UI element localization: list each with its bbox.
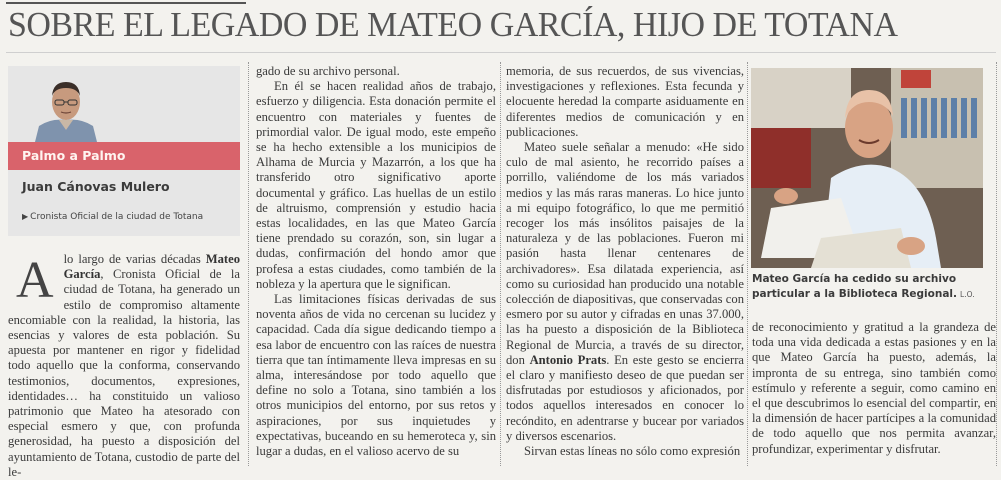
paragraph: Mateo suele señalar a menudo: «He sido culo de mal asiento, he recorrido países a porrillo, valiéndome de los más variados medios y las más raras maneras. Lo hice junto a mi equipo fotográfico, lo que me permitió recoger los más insólitos paisajes de la naturaleza y de las poblaciones. Fueron mi pasión hasta llenar centenares de archivadores». Esa dilatada experiencia, así como su curiosidad han producido una notable colección de diapositivas, que conservadas con esmero por su autor y cifradas en unas 37.000, las ha puesto a disposición de la Biblioteca Regional de Murcia, a través de su director, don Antonio Prats. En este gesto se encierra el claro y manifiesto deseo de que puedan ser disfrutadas por estudiosos y aficionados, por todos aquellos interesados en conocer lo recóndito, en adentrarse y bucear por variados y diversos escenarios.	[506, 140, 744, 443]
paragraph: memoria, de sus recuerdos, de sus vivencias, investigaciones y reflexiones. Esta fecunda y elocuente heredad la comparte asiduamente en diferentes medios de comunicación y en publicaciones.	[506, 64, 744, 139]
column-4	[752, 320, 996, 457]
section-band	[8, 142, 240, 170]
column-3	[506, 64, 744, 459]
column-1	[8, 252, 240, 480]
author-name: Juan Cánovas Mulero	[22, 179, 170, 194]
paragraph: Las limitaciones físicas derivadas de sus noventa años de vida no cercenan su lucidez y capacidad. Cada día sigue dedicando tiempo a esa labor de encuentro con las raíces de nuestra tierra que tan íntimamente lleva impresas en su alma, interesándose por todo aquello que define no solo a Totana, sino también a los otros municipios del entorno, por sus retos y aspiraciones, por sus inquietudes y expectativas, buceando en su hemeroteca y, sin lugar a dudas, en el valioso acervo de su	[256, 292, 496, 459]
headline: SOBRE EL LEGADO DE MATEO GARCÍA, HIJO DE TOTANA	[8, 5, 898, 44]
author-box	[8, 66, 240, 236]
name-mateo-garcia: Mateo García	[63, 252, 240, 282]
paragraph: gado de su archivo personal.	[256, 64, 400, 78]
section-label: Palmo a Palmo	[22, 148, 126, 163]
author-portrait	[33, 74, 99, 142]
paragraph: lo largo de varias décadas Mateo García, Cronista Oficial de la ciudad de Totana, ha generado un estilo de compromiso altamente encomiable con la realidad, la historia, las esencias y valores de esta población. Su apuesta por mantener en rigor y fidelidad todo aquello que la conforma, conservando testimonios, documentos, expresiones, identidades… ha constituido un valioso patrimonio que Mateo ha atesorado con especial esmero y que, con profunda generosidad, ha puesto a disposición del ayuntamiento de Totana, custodio de parte del le-	[8, 252, 240, 479]
photo-credit: L.O.	[960, 289, 975, 299]
column-divider	[747, 62, 748, 466]
headline-rule	[6, 52, 996, 53]
column-2	[256, 64, 496, 459]
paragraph: de reconocimiento y gratitud a la grandeza de toda una vida dedicada a estas pasiones y en la que Mateo García ha puesto, además, la impronta de su entrega, sino también como estímulo y referente a seguir, como camino en el que descubrimos lo esencial del compartir, en la dimensión de hacer partícipes a la comunidad de todo aquello que nos permita avanzar, profundizar, experimentar y disfrutar.	[752, 320, 996, 456]
photo-mateo-garcia	[751, 68, 983, 268]
column-divider	[500, 62, 501, 466]
author-role-text: Cronista Oficial de la ciudad de Totana	[30, 212, 204, 222]
triangle-bullet-icon: ▶	[22, 212, 29, 221]
paragraph: En él se hacen realidad años de trabajo, esfuerzo y diligencia. Esta donación permite el encuentro con materiales y fuentes de primordial valor. De igual modo, este empeño se ha hecho extensible a los municipios de Alhama de Murcia y Mazarrón, a los que ha transferido otro significativo aporte documental y gráfico. Las huellas de un estilo de altruismo, comprensión y estudio hacia estas localidades, en las que Mateo García tiene prendado su corazón, son, sin lugar a dudas, confirmación del hondo amor que profesa a estas ciudades, como también de la nobleza y la apertura que le significan.	[256, 79, 496, 291]
column-divider	[248, 62, 249, 466]
column-divider	[996, 62, 997, 466]
drop-cap: A	[16, 252, 54, 309]
name-antonio-prats: Antonio Prats	[529, 352, 607, 367]
author-role	[22, 212, 203, 222]
paragraph: Sirvan estas líneas no sólo como expresión	[524, 444, 741, 459]
photo-caption: Mateo García ha cedido su archivo particular a la Biblioteca Regional. L.O.	[752, 273, 975, 300]
article-photo	[751, 68, 983, 268]
